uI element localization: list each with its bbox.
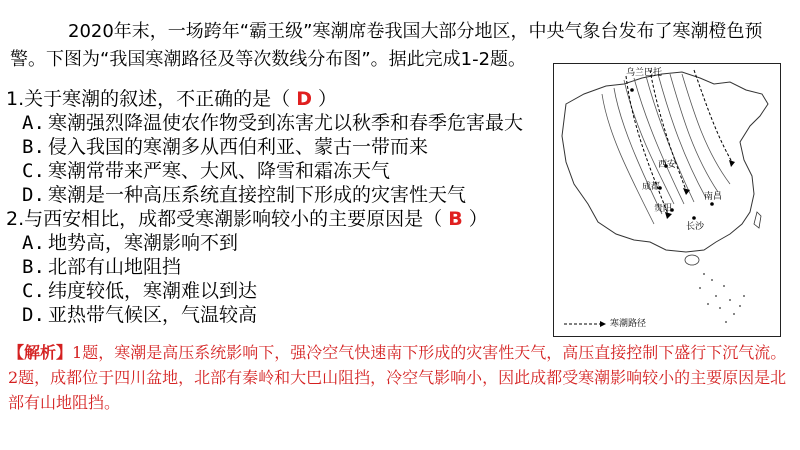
option-letter: A.: [22, 232, 45, 254]
q2-option-b: [22, 255, 181, 279]
isoline-8: [602, 94, 654, 224]
hainan-island: [685, 255, 699, 265]
q1-option-d: [22, 183, 466, 207]
option-text: 亚热带气候区，气温较高: [48, 304, 258, 326]
map-label-changsha: 长沙: [686, 222, 705, 232]
option-text: 侵入我国的寒潮多从西伯利亚、蒙古一带而来: [48, 136, 429, 158]
analysis-line-1: [8, 340, 788, 365]
q1-option-c: [22, 159, 390, 183]
map-label-chengdu: 成都: [642, 182, 661, 192]
question-1-stem: 1.关于寒潮的叙述，不正确的是（: [6, 88, 291, 110]
cold-wave-path-3: [626, 76, 668, 214]
map-label-wulanbatuo: 乌兰巴托: [626, 68, 663, 78]
q2-option-d: [22, 303, 257, 327]
question-2-stem: 2.与西安相比，成都受寒潮影响较小的主要原因是（: [6, 208, 443, 230]
cold-wave-map: [553, 63, 781, 337]
map-label-guiyang: 贵阳: [654, 204, 673, 214]
question-2: [6, 207, 488, 231]
option-text: 地势高，寒潮影响不到: [48, 232, 239, 254]
question-1: [6, 87, 337, 111]
q2-option-c: [22, 279, 257, 303]
option-text: 寒潮是一种高压系统直接控制下形成的灾害性天气: [48, 184, 467, 206]
option-letter: C.: [22, 280, 45, 302]
analysis-tag: 【解析】: [8, 343, 73, 362]
q1-option-b: [22, 135, 428, 159]
map-legend-label: 寒潮路径: [610, 319, 647, 329]
map-drawing: [554, 64, 780, 336]
isoline-7: [614, 88, 662, 214]
option-text: 北部有山地阻挡: [48, 256, 182, 278]
city-dot-changsha: [692, 216, 696, 220]
map-label-nanchang: 南昌: [704, 192, 723, 202]
south-sea-islands: [699, 273, 745, 323]
option-letter: B.: [22, 136, 45, 158]
option-text: 寒潮常带来严寒、大风、降雪和霜冻天气: [48, 160, 391, 182]
arrowhead: [729, 160, 735, 167]
option-letter: C.: [22, 160, 45, 182]
option-letter: D.: [22, 304, 45, 326]
analysis-text-1: 1题，寒潮是高压系统影响下，强冷空气快速南下形成的灾害性天气，高压直接控制下盛行下沉气流。: [72, 343, 787, 362]
option-text: 寒潮强烈降温使农作物受到冻害尤以秋季和春季危害最大: [48, 112, 524, 134]
intro-text: 2020年末，一场跨年“霸王级”寒潮席卷我国大部分地区，中央气象台发布了寒潮橙色预警。下图为“我国寒潮路径及等次数线分布图”。据此完成1-2题。: [10, 21, 763, 70]
option-letter: A.: [22, 112, 45, 134]
question-1-close: ）: [318, 88, 338, 110]
analysis-line-2: 2题，成都位于四川盆地，北部有秦岭和大巴山阻挡，冷空气影响小，因此成都受寒潮影响较小的主要原因是北部有山地阻挡。: [8, 368, 787, 412]
question-2-answer: B: [448, 208, 463, 230]
map-label-xian: 西安: [658, 160, 677, 170]
option-text: 纬度较低，寒潮难以到达: [48, 280, 258, 302]
legend-arrowhead: [600, 321, 606, 327]
isoline-4: [658, 74, 706, 198]
taiwan-island: [754, 212, 761, 228]
isoline-6: [682, 74, 730, 184]
city-dot-nanchang: [710, 202, 714, 206]
question-1-answer: D: [296, 88, 312, 110]
analysis-section: [8, 340, 788, 415]
option-letter: D.: [22, 184, 45, 206]
question-2-close: ）: [468, 208, 488, 230]
city-dot-wulanbatuo: [630, 88, 634, 92]
q2-option-a: [22, 231, 238, 255]
option-letter: B.: [22, 256, 45, 278]
q1-option-a: [22, 111, 523, 135]
